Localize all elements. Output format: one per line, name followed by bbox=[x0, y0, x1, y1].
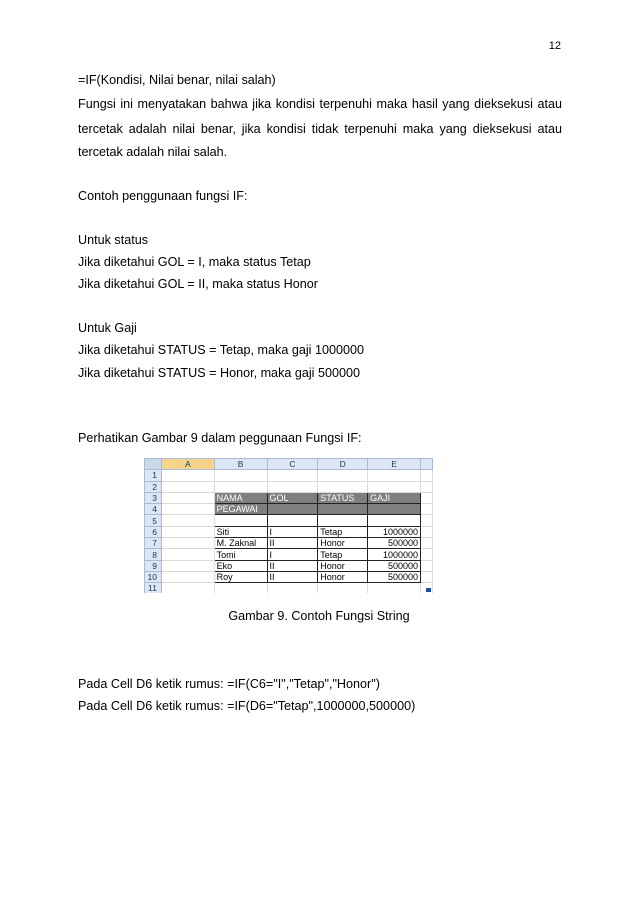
cell[interactable] bbox=[214, 583, 267, 593]
row-header[interactable]: 3 bbox=[145, 492, 162, 503]
cell[interactable] bbox=[214, 470, 267, 481]
cell[interactable] bbox=[368, 470, 421, 481]
cell[interactable] bbox=[421, 481, 433, 492]
cell[interactable] bbox=[421, 504, 433, 515]
cell-nama[interactable]: Siti bbox=[214, 526, 267, 537]
cell[interactable] bbox=[368, 515, 421, 526]
row-header[interactable]: 4 bbox=[145, 504, 162, 515]
status-heading: Untuk status bbox=[78, 233, 148, 247]
column-header[interactable]: A bbox=[161, 459, 214, 470]
cell[interactable] bbox=[161, 526, 214, 537]
cell[interactable] bbox=[267, 515, 318, 526]
select-all-corner[interactable] bbox=[145, 459, 162, 470]
cell[interactable] bbox=[421, 526, 433, 537]
sheet-row bbox=[145, 583, 433, 593]
header-cell[interactable] bbox=[318, 504, 368, 515]
cell-nama[interactable]: Eko bbox=[214, 560, 267, 571]
row-header[interactable]: 9 bbox=[145, 560, 162, 571]
cell-status[interactable]: Tetap bbox=[318, 526, 368, 537]
cell-gaji[interactable]: 1000000 bbox=[368, 526, 421, 537]
data-row bbox=[145, 549, 433, 560]
description-line-1: Fungsi ini menyatakan bahwa jika kondisi terpenuhi maka hasil yang dieksekusi atau bbox=[78, 97, 562, 111]
figure-intro: Perhatikan Gambar 9 dalam peggunaan Fungsi IF: bbox=[78, 431, 362, 445]
sheet-row bbox=[145, 470, 433, 481]
cell-nama[interactable]: Roy bbox=[214, 571, 267, 582]
cell[interactable] bbox=[161, 571, 214, 582]
cell-gol[interactable]: II bbox=[267, 571, 318, 582]
header-cell-gaji[interactable]: GAJI bbox=[368, 492, 421, 503]
description-line-2: tercetak adalah nilai benar, jika kondisi tidak terpenuhi maka yang dieksekusi atau bbox=[78, 122, 562, 136]
header-cell-pegawai[interactable]: PEGAWAI bbox=[214, 504, 267, 515]
example-intro: Contoh penggunaan fungsi IF: bbox=[78, 189, 248, 203]
data-row bbox=[145, 526, 433, 537]
column-header[interactable]: D bbox=[318, 459, 368, 470]
figure-caption: Gambar 9. Contoh Fungsi String bbox=[228, 609, 410, 623]
cell-status[interactable]: Honor bbox=[318, 538, 368, 549]
row-header[interactable]: 5 bbox=[145, 515, 162, 526]
status-rule-1: Jika diketahui GOL = I, maka status Tetap bbox=[78, 255, 311, 269]
cell-gaji[interactable]: 500000 bbox=[368, 560, 421, 571]
header-cell[interactable] bbox=[267, 504, 318, 515]
cell-status[interactable]: Tetap bbox=[318, 549, 368, 560]
cell[interactable] bbox=[421, 571, 433, 582]
cell-gol[interactable]: I bbox=[267, 526, 318, 537]
data-row bbox=[145, 560, 433, 571]
cell[interactable] bbox=[267, 481, 318, 492]
cell-gol[interactable]: II bbox=[267, 560, 318, 571]
gaji-rule-1: Jika diketahui STATUS = Tetap, maka gaji 1000000 bbox=[78, 343, 364, 357]
column-header[interactable]: B bbox=[214, 459, 267, 470]
cell-gaji[interactable]: 500000 bbox=[368, 538, 421, 549]
cell-gaji[interactable]: 1000000 bbox=[368, 549, 421, 560]
cell-gol[interactable]: II bbox=[267, 538, 318, 549]
sheet-row bbox=[145, 492, 433, 503]
cell[interactable] bbox=[267, 583, 318, 593]
row-header[interactable]: 10 bbox=[145, 571, 162, 582]
cell[interactable] bbox=[421, 515, 433, 526]
cell[interactable] bbox=[318, 583, 368, 593]
cell[interactable] bbox=[267, 470, 318, 481]
cell[interactable] bbox=[214, 481, 267, 492]
description-line-3: tercetak adalah nilai salah. bbox=[78, 145, 228, 159]
cell-gaji[interactable]: 500000 bbox=[368, 571, 421, 582]
cell[interactable] bbox=[161, 560, 214, 571]
if-syntax: =IF(Kondisi, Nilai benar, nilai salah) bbox=[78, 73, 276, 87]
spreadsheet-figure bbox=[144, 458, 433, 593]
column-header[interactable]: E bbox=[368, 459, 421, 470]
cell[interactable] bbox=[161, 538, 214, 549]
column-header[interactable] bbox=[421, 459, 433, 470]
cell[interactable] bbox=[161, 504, 214, 515]
header-cell-gol[interactable]: GOL bbox=[267, 492, 318, 503]
cell[interactable] bbox=[318, 481, 368, 492]
header-cell[interactable] bbox=[368, 504, 421, 515]
header-cell-status[interactable]: STATUS bbox=[318, 492, 368, 503]
cell-nama[interactable]: M. Zaknal bbox=[214, 538, 267, 549]
cell[interactable] bbox=[368, 583, 421, 593]
cell[interactable] bbox=[318, 515, 368, 526]
paste-options-icon bbox=[426, 588, 431, 592]
cell-nama[interactable]: Tomi bbox=[214, 549, 267, 560]
cell[interactable] bbox=[421, 538, 433, 549]
cell[interactable] bbox=[161, 515, 214, 526]
cell[interactable] bbox=[421, 492, 433, 503]
row-header[interactable]: 8 bbox=[145, 549, 162, 560]
column-header[interactable]: C bbox=[267, 459, 318, 470]
cell[interactable] bbox=[161, 492, 214, 503]
data-row bbox=[145, 571, 433, 582]
row-header[interactable]: 1 bbox=[145, 470, 162, 481]
cell-status[interactable]: Honor bbox=[318, 560, 368, 571]
cell[interactable] bbox=[421, 470, 433, 481]
formula-line-1: Pada Cell D6 ketik rumus: =IF(C6="I","Tetap","Honor") bbox=[78, 677, 380, 691]
cell[interactable] bbox=[421, 560, 433, 571]
gaji-rule-2: Jika diketahui STATUS = Honor, maka gaji 500000 bbox=[78, 366, 360, 380]
header-cell-nama[interactable]: NAMA bbox=[214, 492, 267, 503]
row-header[interactable]: 2 bbox=[145, 481, 162, 492]
row-header[interactable]: 6 bbox=[145, 526, 162, 537]
page-number: 12 bbox=[548, 40, 561, 52]
status-rule-2: Jika diketahui GOL = II, maka status Honor bbox=[78, 277, 318, 291]
cell[interactable] bbox=[161, 549, 214, 560]
cell-status[interactable]: Honor bbox=[318, 571, 368, 582]
cell[interactable] bbox=[161, 583, 214, 593]
cell-gol[interactable]: I bbox=[267, 549, 318, 560]
column-header-row bbox=[145, 459, 433, 470]
gaji-heading: Untuk Gaji bbox=[78, 321, 137, 335]
cell[interactable] bbox=[368, 481, 421, 492]
sheet-row bbox=[145, 515, 433, 526]
cell[interactable] bbox=[214, 515, 267, 526]
data-row bbox=[145, 538, 433, 549]
cell[interactable] bbox=[318, 470, 368, 481]
sheet-row bbox=[145, 504, 433, 515]
formula-line-2: Pada Cell D6 ketik rumus: =IF(D6="Tetap",1000000,500000) bbox=[78, 699, 416, 713]
cell[interactable] bbox=[421, 549, 433, 560]
cell[interactable] bbox=[161, 481, 214, 492]
sheet-row bbox=[145, 481, 433, 492]
row-header[interactable]: 7 bbox=[145, 538, 162, 549]
row-header[interactable]: 11 bbox=[145, 583, 162, 593]
cell[interactable] bbox=[161, 470, 214, 481]
